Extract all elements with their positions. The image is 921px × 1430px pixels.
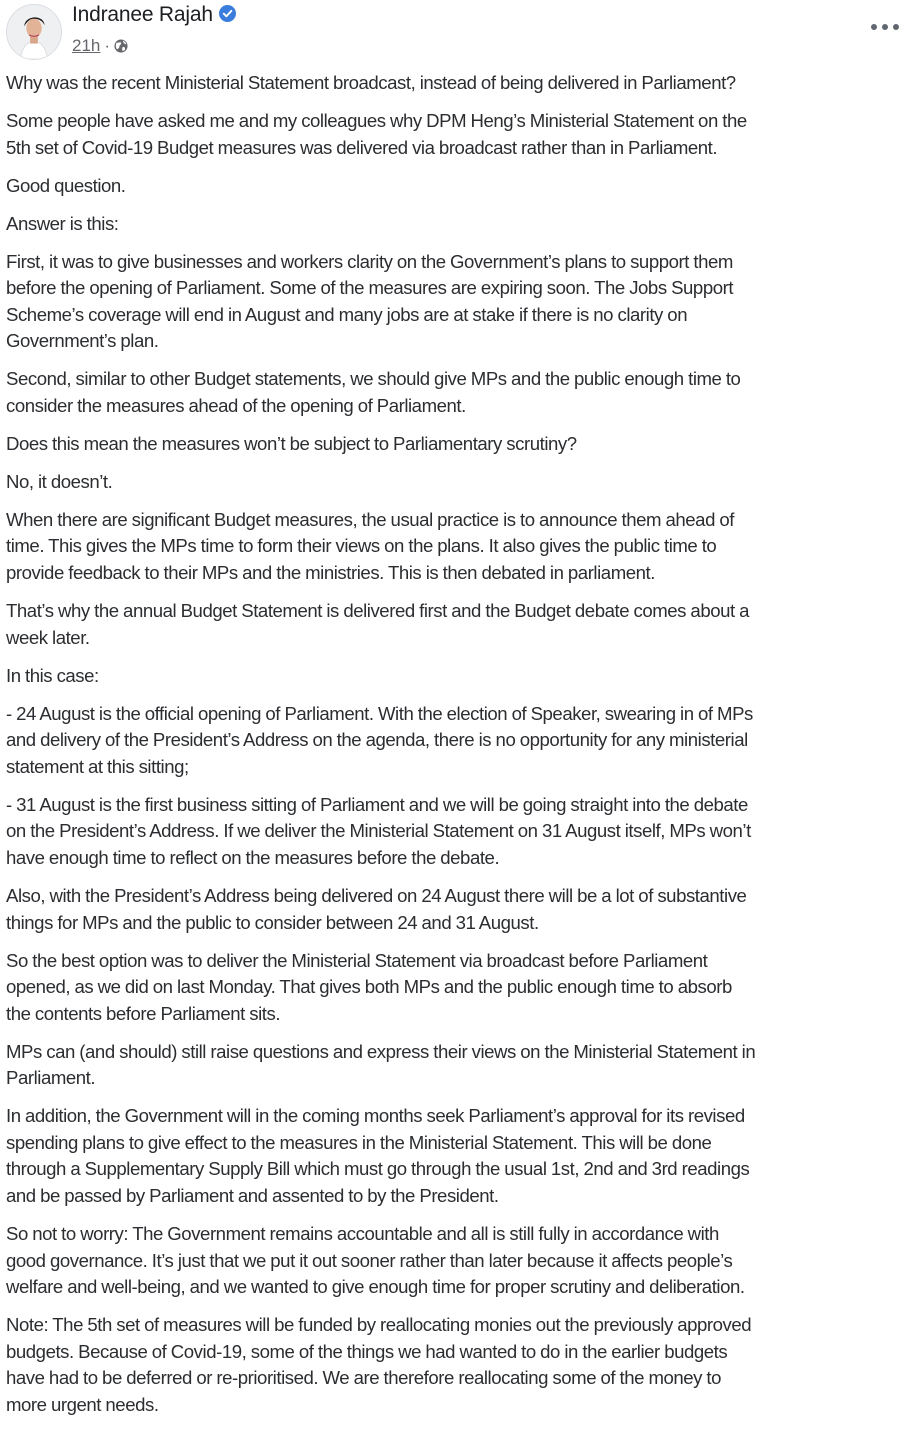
paragraph-line: Also, with the President’s Address being delivered on 24 August there will be a lot of substantive <box>6 884 747 906</box>
paragraph-line: So not to worry: The Government remains accountable and all is still fully in accordance with <box>6 1223 719 1245</box>
paragraph-line: more urgent needs. <box>6 1393 159 1415</box>
post-paragraph <box>6 211 916 238</box>
paragraph-line: Why was the recent Ministerial Statement broadcast, instead of being delivered in Parliament? <box>6 72 736 93</box>
paragraph-line: Scheme’s coverage will end in August and many jobs are at stake if there is no clarity on <box>6 303 688 325</box>
paragraph-line: spending plans to give effect to the measures in the Ministerial Statement. This will be done <box>6 1131 712 1153</box>
paragraph-line: Does this mean the measures won’t be subject to Parliamentary scrutiny? <box>6 432 577 454</box>
post-paragraph <box>6 1103 916 1209</box>
paragraph-line: week later. <box>6 626 90 648</box>
post-paragraph <box>6 663 916 690</box>
paragraph-line: In addition, the Government will in the coming months seek Parliament’s approval for its revised <box>6 1105 745 1127</box>
post-meta <box>72 36 128 56</box>
paragraph-line: things for MPs and the public to consider between 24 and 31 August. <box>6 911 539 933</box>
post-timestamp[interactable]: 21h <box>72 36 101 55</box>
paragraph-line: good governance. It’s just that we put it out sooner rather than later because it affects people’s <box>6 1249 733 1271</box>
author-name[interactable] <box>72 3 236 27</box>
author-avatar[interactable] <box>6 4 62 60</box>
post-paragraph <box>6 792 916 872</box>
paragraph-line: In this case: <box>6 664 99 686</box>
globe-icon <box>114 39 128 53</box>
post-paragraph <box>6 883 916 936</box>
paragraph-line: MPs can (and should) still raise questions and express their views on the Ministerial Statement in <box>6 1040 756 1062</box>
paragraph-line: the contents before Parliament sits. <box>6 1002 281 1024</box>
post-paragraph <box>6 598 916 651</box>
post-body <box>6 70 916 1430</box>
post-paragraph <box>6 948 916 1028</box>
paragraph-line: and be passed by Parliament and assented to by the President. <box>6 1185 499 1207</box>
paragraph-line: budgets. Because of Covid-19, some of the things we had wanted to do in the earlier budgets <box>6 1340 728 1362</box>
paragraph-line: So the best option was to deliver the Ministerial Statement via broadcast before Parliament <box>6 949 708 971</box>
post-paragraph <box>6 507 916 587</box>
avatar-image <box>7 5 61 59</box>
post-paragraph <box>6 1221 916 1301</box>
paragraph-line: First, it was to give businesses and workers clarity on the Government’s plans to support them <box>6 250 733 272</box>
verified-badge-icon <box>219 5 236 22</box>
paragraph-line: time. This gives the MPs time to form their views on the plans. It also gives the public time to <box>6 535 717 557</box>
paragraph-line: on the President’s Address. If we deliver the Ministerial Statement on 31 August itself, MPs won’t <box>6 820 751 842</box>
post-paragraph <box>6 108 916 161</box>
paragraph-line: Second, similar to other Budget statements, we should give MPs and the public enough time to <box>6 368 741 390</box>
paragraph-line: through a Supplementary Supply Bill which must go through the usual 1st, 2nd and 3rd readings <box>6 1158 750 1180</box>
paragraph-line: provide feedback to their MPs and the ministries. This is then debated in parliament. <box>6 562 655 584</box>
paragraph-line: Parliament. <box>6 1067 96 1089</box>
more-dot <box>882 24 888 30</box>
post-header <box>0 0 921 66</box>
post-paragraph <box>6 70 916 97</box>
paragraph-line: have had to be deferred or re-prioritised. We are therefore reallocating some of the money to <box>6 1367 722 1389</box>
meta-separator: · <box>104 36 111 55</box>
paragraph-line: - 24 August is the official opening of Parliament. With the election of Speaker, swearing in of MPs <box>6 702 753 724</box>
more-options-button[interactable] <box>871 18 899 36</box>
paragraph-line: No, it doesn’t. <box>6 470 113 492</box>
paragraph-line: and delivery of the President’s Address on the agenda, there is no opportunity for any ministerial <box>6 729 748 751</box>
paragraph-line: statement at this sitting; <box>6 755 189 777</box>
post-paragraph <box>6 173 916 200</box>
post-paragraph <box>6 1312 916 1418</box>
paragraph-line: - 31 August is the first business sitting of Parliament and we will be going straight into the debate <box>6 793 748 815</box>
paragraph-line: consider the measures ahead of the opening of Parliament. <box>6 394 466 416</box>
paragraph-line: Note: The 5th set of measures will be funded by reallocating monies out the previously approved <box>6 1314 752 1336</box>
post-paragraph <box>6 249 916 355</box>
paragraph-line: Answer is this: <box>6 212 119 234</box>
author-name-text[interactable]: Indranee Rajah <box>72 3 213 26</box>
paragraph-line: have enough time to reflect on the measures before the debate. <box>6 846 500 868</box>
paragraph-line: When there are significant Budget measures, the usual practice is to announce them ahead of <box>6 508 734 530</box>
more-dot <box>893 24 899 30</box>
post-paragraph <box>6 1039 916 1092</box>
paragraph-line: Good question. <box>6 174 126 196</box>
paragraph-line: opened, as we did on last Monday. That gives both MPs and the public enough time to absorb <box>6 976 732 998</box>
more-dot <box>871 24 877 30</box>
paragraph-line: before the opening of Parliament. Some of the measures are expiring soon. The Jobs Support <box>6 277 734 299</box>
post-paragraph <box>6 469 916 496</box>
post-paragraph <box>6 366 916 419</box>
post-paragraph <box>6 701 916 781</box>
post-paragraph <box>6 431 916 458</box>
paragraph-line: 5th set of Covid-19 Budget measures was delivered via broadcast rather than in Parliament. <box>6 136 718 158</box>
paragraph-line: Government’s plan. <box>6 330 159 352</box>
paragraph-line: welfare and well-being, and we wanted to give enough time for proper scrutiny and deliberation. <box>6 1276 745 1298</box>
paragraph-line: That’s why the annual Budget Statement is delivered first and the Budget debate comes about a <box>6 600 750 622</box>
paragraph-line: Some people have asked me and my colleagues why DPM Heng’s Ministerial Statement on the <box>6 109 747 131</box>
